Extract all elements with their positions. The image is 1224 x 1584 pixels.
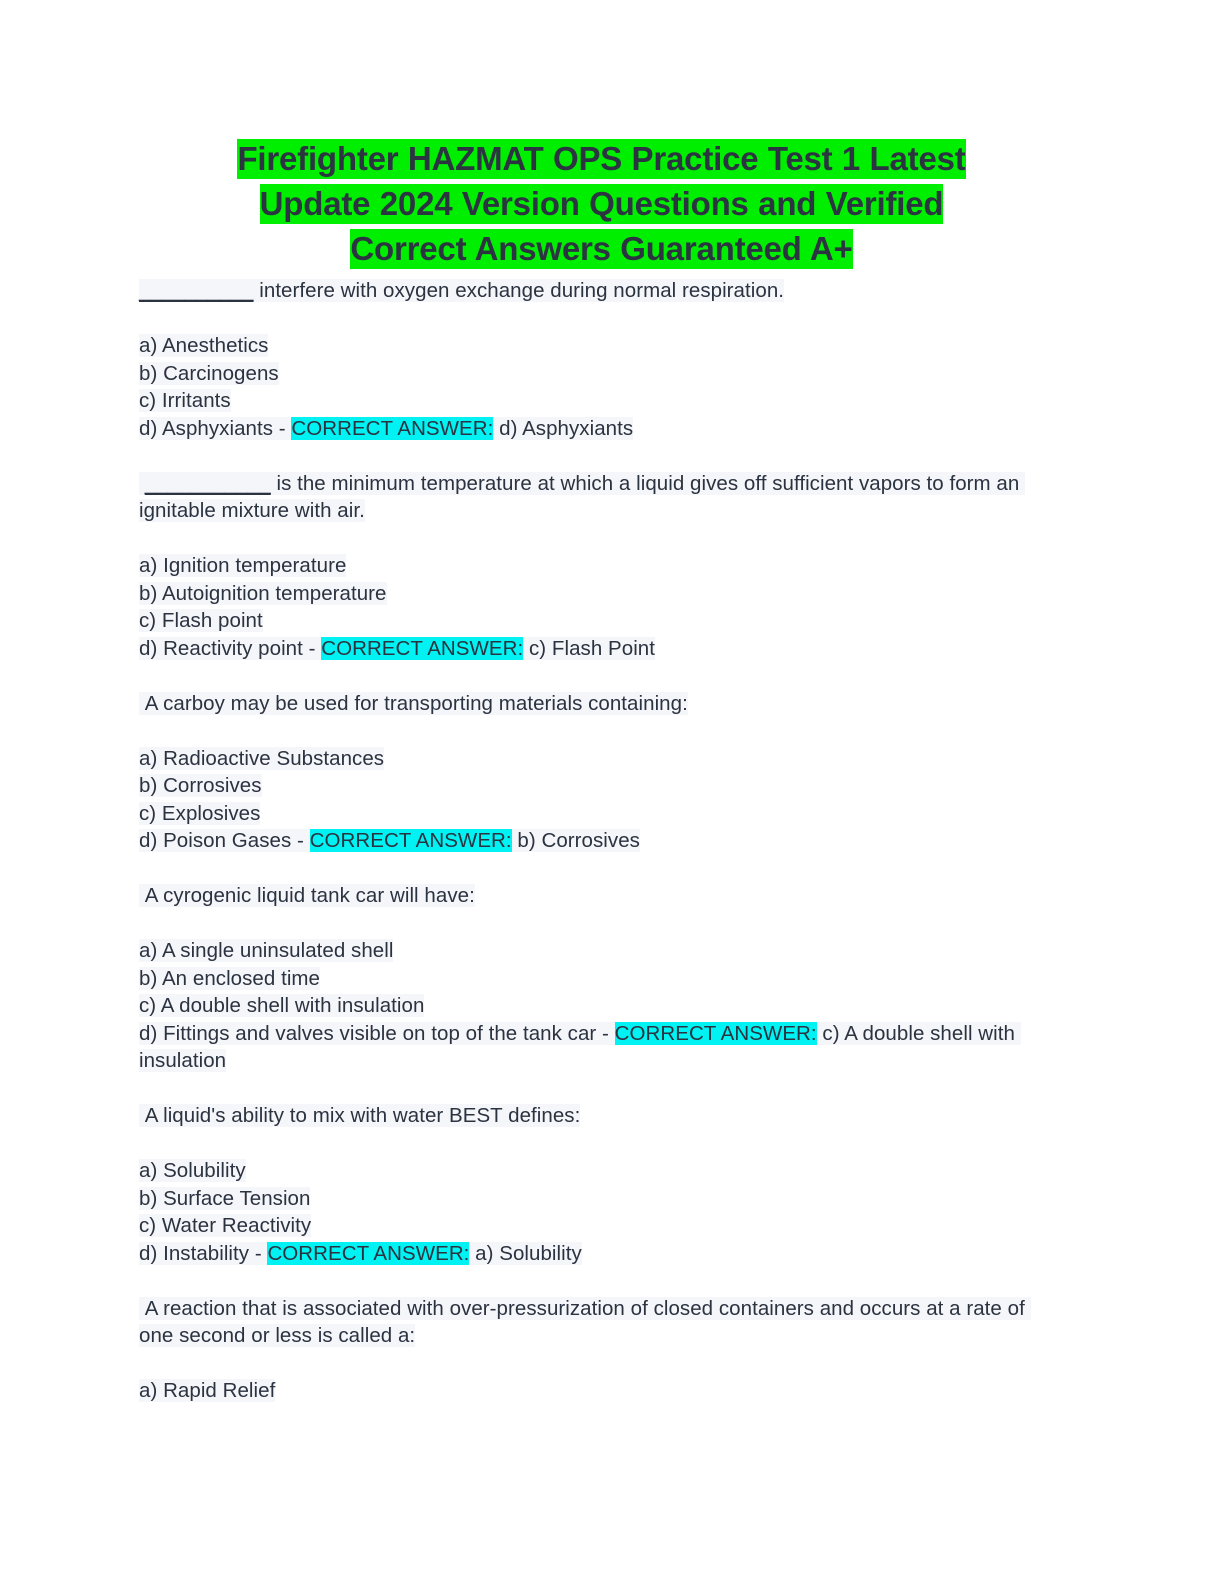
option-d-label: d) Asphyxiants - <box>139 416 292 440</box>
option-a: a) Rapid Relief <box>139 1379 276 1402</box>
option-b: b) Corrosives <box>139 774 262 797</box>
option-c: c) Irritants <box>139 389 231 412</box>
title-line-3: Correct Answers Guaranteed A+ <box>350 230 853 267</box>
correct-answer-value: c) Flash Point <box>523 636 656 660</box>
option-d-with-answer <box>139 415 1064 443</box>
answer-blank: ___________ <box>144 471 271 495</box>
question-stem <box>139 277 1064 305</box>
question-stem <box>139 470 1064 525</box>
title-line-1: Firefighter HAZMAT OPS Practice Test 1 Latest <box>237 140 966 177</box>
correct-answer-marker: CORRECT ANSWER: <box>291 416 494 440</box>
block-spacer <box>139 1075 1064 1103</box>
paragraph-spacer <box>139 910 1064 938</box>
block-spacer <box>139 1267 1064 1295</box>
option-a: a) Solubility <box>139 1159 246 1182</box>
option-d-with-answer <box>139 1020 1064 1075</box>
answer-blank: __________ <box>139 279 254 302</box>
paragraph-spacer <box>139 305 1064 333</box>
block-spacer <box>139 442 1064 470</box>
correct-answer-marker: CORRECT ANSWER: <box>321 636 524 660</box>
correct-answer-marker: CORRECT ANSWER: <box>267 1241 470 1265</box>
option-d-label: d) Poison Gases - <box>139 829 310 852</box>
correct-answer-marker: CORRECT ANSWER: <box>614 1021 817 1045</box>
option-b: b) Surface Tension <box>139 1186 311 1210</box>
option-a: a) A single uninsulated shell <box>139 939 394 962</box>
block-spacer <box>139 855 1064 883</box>
question-stem-text: A reaction that is associated with over-pressurization of closed containers and occurs at a rate of one second or less is called a: <box>139 1296 1031 1347</box>
page-title <box>139 136 1064 271</box>
option-c: c) Flash point <box>139 609 263 632</box>
correct-answer-value: b) Corrosives <box>511 829 640 852</box>
option-d-label: d) Fittings and valves visible on top of the tank car - <box>139 1021 615 1045</box>
question-stem-text: interfere with oxygen exchange during normal respiration. <box>253 279 785 302</box>
correct-answer-value: c) A double shell with insulation <box>139 1021 1021 1072</box>
option-b: b) Autoignition temperature <box>139 581 387 605</box>
correct-answer-value: d) Asphyxiants <box>493 416 634 440</box>
option-b: b) Carcinogens <box>139 361 279 385</box>
question-stem <box>139 882 1064 910</box>
paragraph-spacer <box>139 1130 1064 1158</box>
option-c: c) A double shell with insulation <box>139 994 425 1017</box>
correct-answer-marker: CORRECT ANSWER: <box>309 829 512 852</box>
option-a: a) Anesthetics <box>139 334 269 357</box>
option-c: c) Water Reactivity <box>139 1214 312 1237</box>
question-stem <box>139 690 1064 718</box>
block-spacer <box>139 662 1064 690</box>
question-stem-text: A carboy may be used for transporting materials containing: <box>139 691 688 715</box>
option-d-label: d) Reactivity point - <box>139 636 322 660</box>
option-d-label: d) Instability - <box>139 1241 268 1265</box>
correct-answer-value: a) Solubility <box>469 1241 582 1265</box>
question-stem-text: A cyrogenic liquid tank car will have: <box>139 884 475 907</box>
paragraph-spacer <box>139 1350 1064 1378</box>
paragraph-spacer <box>139 525 1064 553</box>
option-d-with-answer <box>139 827 1064 855</box>
question-stem <box>139 1295 1064 1350</box>
question-stem-text: A liquid's ability to mix with water BEST defines: <box>139 1104 581 1127</box>
paragraph-spacer <box>139 717 1064 745</box>
option-d-with-answer <box>139 635 1064 663</box>
option-b: b) An enclosed time <box>139 966 320 990</box>
question-stem <box>139 1102 1064 1130</box>
option-d-with-answer <box>139 1240 1064 1268</box>
question-stem-text: is the minimum temperature at which a liquid gives off sufficient vapors to form an ignitable mixture with air. <box>139 471 1026 522</box>
option-c: c) Explosives <box>139 801 261 825</box>
title-line-2: Update 2024 Version Questions and Verified <box>259 185 944 222</box>
option-a: a) Radioactive Substances <box>139 746 385 770</box>
option-a: a) Ignition temperature <box>139 554 347 577</box>
document-content <box>139 136 1064 1405</box>
